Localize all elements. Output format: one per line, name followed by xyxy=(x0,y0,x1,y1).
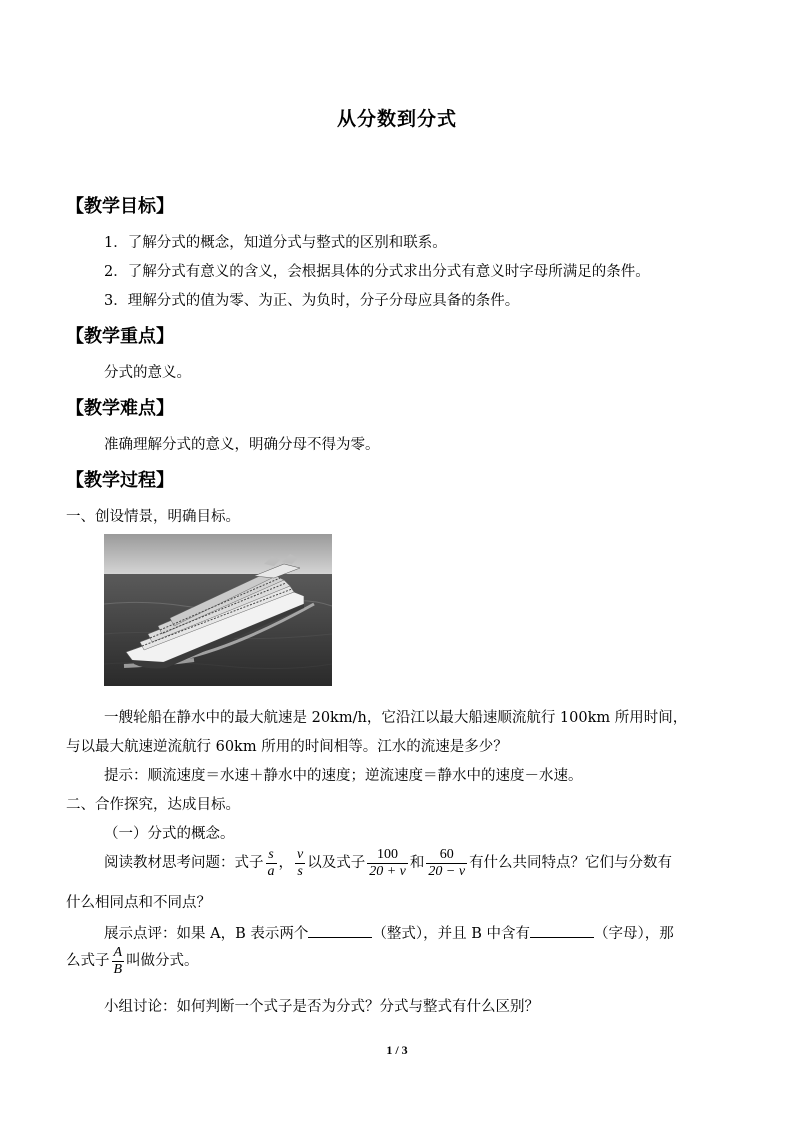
show-line2-suffix: 叫做分式。 xyxy=(126,953,199,969)
read-question-line xyxy=(104,846,672,880)
goal-item-3: 3．理解分式的值为零、为正、为负时，分子分母应具备的条件。 xyxy=(104,293,520,309)
fraction-s-over-a xyxy=(266,847,277,880)
discussion-text: 小组讨论：如何判断一个式子是否为分式？分式与整式有什么区别？ xyxy=(104,999,539,1015)
read-prefix: 阅读教材思考问题：式子 xyxy=(104,855,264,871)
frac3-num: 100 xyxy=(367,847,408,864)
show-line2-prefix: 么式子 xyxy=(66,953,110,969)
frac1-num: s xyxy=(266,847,277,864)
read-mid1: 以及式子 xyxy=(307,855,366,871)
problem-line-1: 一艘轮船在静水中的最大航速是 20km/h，它沿江以最大船速顺流航行 100km 所用时间， xyxy=(104,710,688,726)
frac2-den: s xyxy=(297,863,303,879)
goal-item-1: 1．了解分式的概念，知道分式与整式的区别和联系。 xyxy=(104,235,447,251)
heading-key: 【教学重点】 xyxy=(66,326,174,347)
page-title: 从分数到分式 xyxy=(336,108,457,130)
sub1-text: （一）分式的概念。 xyxy=(104,826,235,842)
comma: ， xyxy=(278,855,293,871)
show-prefix: 展示点评：如果 A，B 表示两个 xyxy=(104,926,309,942)
frac3-den: 20 + v xyxy=(369,863,406,879)
read-question-line-2: 什么相同点和不同点？ xyxy=(66,895,211,911)
step1-text: 一、创设情景，明确目标。 xyxy=(66,509,240,525)
problem-line-2: 与以最大航速逆流航行 60km 所用的时间相等。江水的流速是多少？ xyxy=(66,739,508,755)
blank-letter[interactable] xyxy=(530,923,594,938)
heading-goals: 【教学目标】 xyxy=(66,196,174,217)
heading-process: 【教学过程】 xyxy=(66,470,174,491)
fraction-v-over-s xyxy=(295,847,305,880)
hint-text: 提示：顺流速度＝水速＋静水中的速度；逆流速度＝静水中的速度－水速。 xyxy=(104,768,583,784)
show-line-2 xyxy=(66,944,199,978)
key-text: 分式的意义。 xyxy=(104,365,191,381)
frac2-num: v xyxy=(297,846,304,862)
step2-text: 二、合作探究，达成目标。 xyxy=(66,797,240,813)
frac1-den: a xyxy=(267,863,275,879)
read-suffix: 有什么共同特点？它们与分数有 xyxy=(469,855,673,871)
show-line-1 xyxy=(104,923,674,944)
blank-integral-expression[interactable] xyxy=(308,923,372,938)
show-mid2: （字母），那 xyxy=(593,926,674,942)
heading-difficulty: 【教学难点】 xyxy=(66,398,174,419)
frac4-den: 20 − v xyxy=(428,863,466,879)
fracAB-den: B xyxy=(113,961,123,977)
fraction-60-over-20-minus-v xyxy=(426,847,467,880)
frac4-num: 60 xyxy=(426,847,467,864)
fraction-A-over-B xyxy=(112,945,125,978)
show-mid1: （整式），并且 B 中含有 xyxy=(372,926,530,942)
read-mid2: 和 xyxy=(409,855,425,871)
fraction-100-over-20-plus-v xyxy=(367,847,408,880)
difficulty-text: 准确理解分式的意义，明确分母不得为零。 xyxy=(104,437,380,453)
cruise-ship-image xyxy=(104,534,332,686)
goal-item-2: 2．了解分式有意义的含义，会根据具体的分式求出分式有意义时字母所满足的条件。 xyxy=(104,264,650,280)
fracAB-num: A xyxy=(113,944,123,960)
page-number: 1 / 3 xyxy=(386,1043,408,1057)
